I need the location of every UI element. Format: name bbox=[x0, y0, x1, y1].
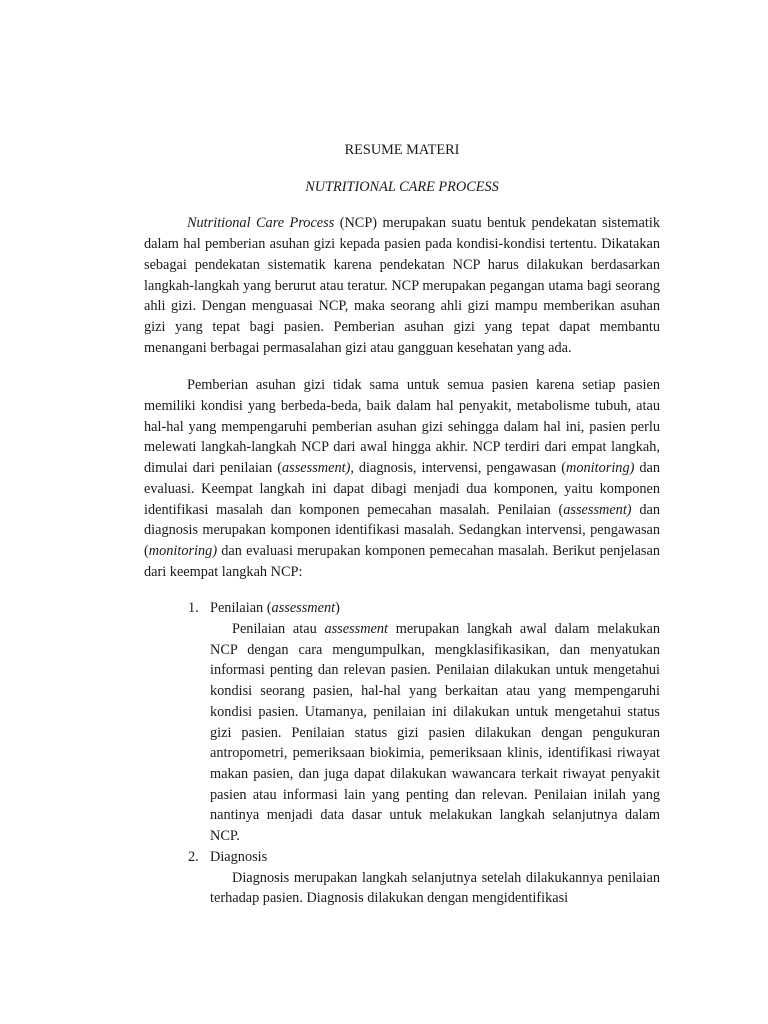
paragraph-steps-part2: diagnosis, intervensi, pengawasan ( bbox=[353, 460, 567, 477]
paragraph-steps-part3: dan evaluasi. Keempat langkah ini dapat dibagi menjadi dua komponen, yaitu komponen identifikasi masalah dan komponen pemecahan masalah. Penilaian ( bbox=[144, 460, 660, 518]
list-item-body-part1: Penilaian atau bbox=[232, 621, 325, 638]
list-item-body-part2: merupakan langkah awal dalam melakukan NCP dengan cara mengumpulkan, mengklasifikasikan, dan menyatukan informasi penting dan relevan pasien. Penilaian dilakukan untuk mengetahui kondisi seorang pasien, hal-hal yang berkaitan atau yang mempengaruhi kondisi pasien. Utamanya, penilaian ini dilakukan untuk mengetahui status gizi pasien. Penilaian status gizi pasien dilakukan dengan pengukuran antropometri, pemeriksaan biokimia, pemeriksaan klinis, identifikasi riwayat makan pasien, dan juga dapat dilakukan wawancara terkait riwayat penyakit pasien atau informasi lain yang penting dan relevan. Penilaian inilah yang nantinya menjadi data dasar untuk melakukan langkah selanjutnya dalam NCP. bbox=[210, 621, 660, 845]
paragraph-intro-text: (NCP) merupakan suatu bentuk pendekatan sistematik dalam hal pemberian asuhan gizi kepada pasien pada kondisi-kondisi tertentu. Dikatakan sebagai pendekatan sistematik karena pendekatan NCP harus dilakukan berdasarkan langkah-langkah yang berurut atau teratur. NCP merupakan pegangan utama bagi seorang ahli gizi. Dengan menguasai NCP, maka seorang ahli gizi mampu memberikan asuhan gizi yang tepat bagi pasien. Pemberian asuhan gizi yang tepat dapat membantu menangani berbagai permasalahan gizi atau gangguan kesehatan yang ada. bbox=[144, 215, 660, 356]
term-assessment: assessment), bbox=[282, 460, 354, 477]
list-item-heading-text: Penilaian ( bbox=[210, 600, 272, 617]
list-item-number: 2. bbox=[188, 848, 199, 865]
paragraph-steps bbox=[144, 375, 660, 582]
list-item bbox=[144, 847, 660, 909]
list-item-heading-term: assessment bbox=[271, 600, 336, 617]
list-item-body: Diagnosis merupakan langkah selanjutnya setelah dilakukannya penilaian terhadap pasien. Diagnosis dilakukan dengan mengidentifikasi bbox=[210, 869, 660, 907]
list-item-body-term: assessment bbox=[324, 621, 388, 638]
list-item-heading: Diagnosis bbox=[210, 848, 268, 865]
term-assessment-2: assessment) bbox=[563, 501, 632, 518]
document-content bbox=[144, 140, 660, 909]
list-item-number: 1. bbox=[188, 600, 199, 617]
list-item-heading-close: ) bbox=[335, 600, 340, 617]
list-item-heading bbox=[210, 598, 660, 619]
term-monitoring-2: monitoring) bbox=[148, 542, 218, 559]
paragraph-steps-part4: dan diagnosis merupakan komponen identifikasi masalah. Sedangkan intervensi, pengawasan ( bbox=[144, 501, 660, 559]
document-subtitle: NUTRITIONAL CARE PROCESS bbox=[305, 178, 499, 195]
list-item bbox=[144, 598, 660, 846]
paragraph-steps-part1: Pemberian asuhan gizi tidak sama untuk semua pasien karena setiap pasien memiliki kondisi yang berbeda-beda, baik dalam hal penyakit, metabolisme tubuh, atau hal-hal yang mempengaruhi pemberian asuhan gizi sehingga dalam hal ini, pasien perlu melewati langkah-langkah NCP dari awal hingga akhir. NCP terdiri dari empat langkah, dimulai dari penilaian ( bbox=[144, 377, 660, 477]
document-title: RESUME MATERI bbox=[344, 142, 460, 158]
steps-list bbox=[144, 598, 660, 909]
term-monitoring: monitoring) bbox=[566, 460, 635, 477]
paragraph-intro bbox=[144, 213, 660, 358]
term-ncp: Nutritional Care Process bbox=[187, 215, 335, 232]
list-item-body bbox=[210, 619, 660, 847]
paragraph-steps-part5: dan evaluasi merupakan komponen pemecahan masalah. Berikut penjelasan dari keempat langkah NCP: bbox=[144, 542, 660, 580]
